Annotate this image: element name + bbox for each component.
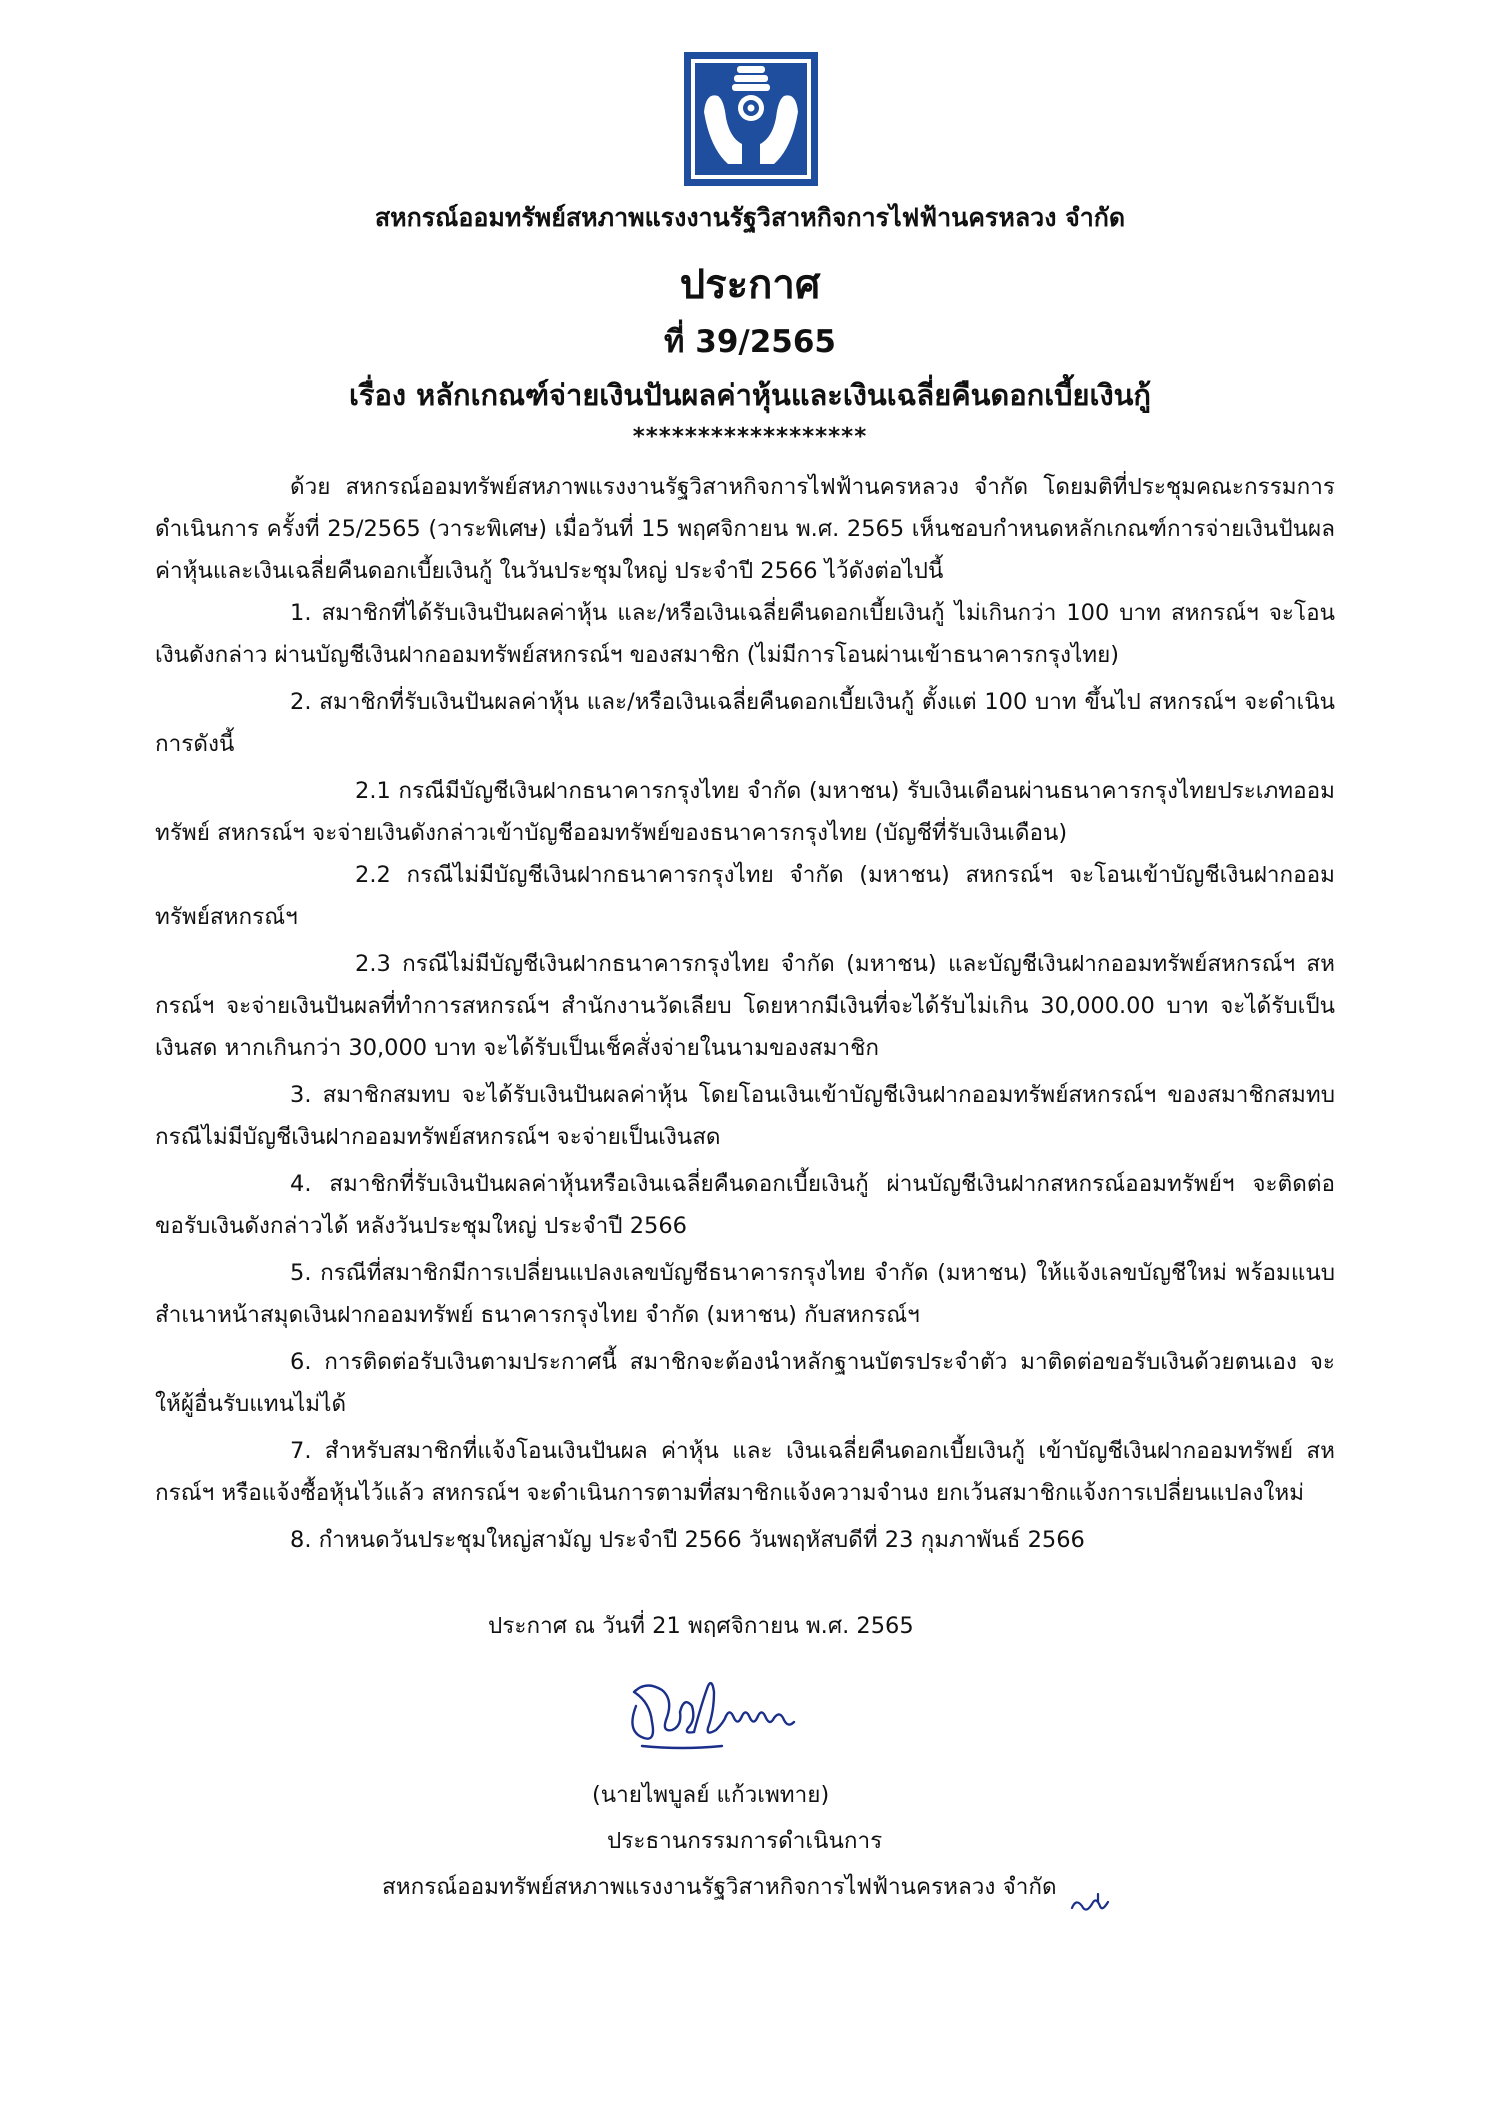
item-2-2: 2.2 กรณีไม่มีบัญชีเงินฝากธนาคารกรุงไทย จำกัด (มหาชน) สหกรณ์ฯ จะโอนเข้าบัญชีเงินฝากออมทรัพย์สหกรณ์ฯ [155,862,1335,930]
item-2: 2. สมาชิกที่รับเงินปันผลค่าหุ้น และ/หรือเงินเฉลี่ยคืนดอกเบี้ยเงินกู้ ตั้งแต่ 100 บาท ขึ้นไป สหกรณ์ฯ จะดำเนินการดังนี้ [155,689,1335,757]
item-5: 5. กรณีที่สมาชิกมีการเปลี่ยนแปลงเลขบัญชีธนาคารกรุงไทย จำกัด (มหาชน) ให้แจ้งเลขบัญชีใหม่ พร้อมแนบสำเนาหน้าสมุดเงินฝากออมทรัพย์ ธนาคารกรุงไทย จำกัด (มหาชน) กับสหกรณ์ฯ [155,1260,1335,1328]
item-3: 3. สมาชิกสมทบ จะได้รับเงินปันผลค่าหุ้น โดยโอนเงินเข้าบัญชีเงินฝากออมทรัพย์สหกรณ์ฯ ของสมาชิกสมทบ กรณีไม่มีบัญชีเงินฝากออมทรัพย์สหกรณ์ฯ จะจ่ายเป็นเงินสด [155,1082,1335,1150]
signer-name: (นายไพบูลย์ แก้วเพทาย) [592,1782,830,1808]
item-4: 4. สมาชิกที่รับเงินปันผลค่าหุ้นหรือเงินเฉลี่ยคืนดอกเบี้ยเงินกู้ ผ่านบัญชีเงินฝากสหกรณ์ออมทรัพย์ฯ จะติดต่อขอรับเงินดังกล่าวได้ หลังวันประชุมใหญ่ ประจำปี 2566 [155,1171,1335,1239]
announcement-body [155,466,1335,1561]
item-6: 6. การติดต่อรับเงินตามประกาศนี้ สมาชิกจะต้องนำหลักฐานบัตรประจำตัว มาติดต่อขอรับเงินด้วยตนเอง จะให้ผู้อื่นรับแทนไม่ได้ [155,1349,1335,1417]
announcement-date: ประกาศ ณ วันที่ 21 พฤศจิกายน พ.ศ. 2565 [488,1613,914,1639]
signer-organization: สหกรณ์ออมทรัพย์สหภาพแรงงานรัฐวิสาหกิจการไฟฟ้านครหลวง จำกัด [382,1874,1057,1900]
item-2-3: 2.3 กรณีไม่มีบัญชีเงินฝากธนาคารกรุงไทย จำกัด (มหาชน) และบัญชีเงินฝากออมทรัพย์สหกรณ์ฯ สหกรณ์ฯ จะจ่ายเงินปันผลที่ทำการสหกรณ์ฯ สำนักงานวัดเลียบ โดยหากมีเงินที่จะได้รับไม่เกิน 30,000.00 บาท จะได้รับเป็นเงินสด หากเกินกว่า 30,000 บาท จะได้รับเป็นเช็คสั่งจ่ายในนามของสมาชิก [155,951,1335,1061]
organization-title: สหกรณ์ออมทรัพย์สหภาพแรงงานรัฐวิสาหกิจการไฟฟ้านครหลวง จำกัด [374,203,1126,232]
cooperative-logo-icon [684,52,818,186]
document-subject: เรื่อง หลักเกณฑ์จ่ายเงินปันผลค่าหุ้นและเงินเฉลี่ยคืนดอกเบี้ยเงินกู้ [348,378,1151,412]
item-7: 7. สำหรับสมาชิกที่แจ้งโอนเงินปันผล ค่าหุ้น และ เงินเฉลี่ยคืนดอกเบี้ยเงินกู้ เข้าบัญชีเงินฝากออมทรัพย์ สหกรณ์ฯ หรือแจ้งซื้อหุ้นไว้แล้ว สหกรณ์ฯ จะดำเนินการตามที่สมาชิกแจ้งความจำนง ยกเว้นสมาชิกแจ้งการเปลี่ยนแปลงใหม่ [155,1438,1335,1506]
intro-paragraph: ด้วย สหกรณ์ออมทรัพย์สหภาพแรงงานรัฐวิสาหกิจการไฟฟ้านครหลวง จำกัด โดยมติที่ประชุมคณะกรรมการดำเนินการ ครั้งที่ 25/2565 (วาระพิเศษ) เมื่อวันที่ 15 พฤศจิกายน พ.ศ. 2565 เห็นชอบกำหนดหลักเกณฑ์การจ่ายเงินปันผลค่าหุ้นและเงินเฉลี่ยคืนดอกเบี้ยเงินกู้ ในวันประชุมใหญ่ ประจำปี 2566 ไว้ดังต่อไปนี้ [155,474,1335,584]
signer-position: ประธานกรรมการดำเนินการ [607,1828,883,1854]
item-8: 8. กำหนดวันประชุมใหญ่สามัญ ประจำปี 2566 วันพฤหัสบดีที่ 23 กุมภาพันธ์ 2566 [290,1527,1085,1553]
handwritten-signature [622,1672,798,1754]
document-type-heading: ประกาศ [679,262,821,308]
handwritten-initials [1068,1888,1112,1918]
item-2-1: 2.1 กรณีมีบัญชีเงินฝากธนาคารกรุงไทย จำกัด (มหาชน) รับเงินเดือนผ่านธนาคารกรุงไทยประเภทออมทรัพย์ สหกรณ์ฯ จะจ่ายเงินดังกล่าวเข้าบัญชีออมทรัพย์ของธนาคารกรุงไทย (บัญชีที่รับเงินเดือน) [155,778,1335,846]
item-1: 1. สมาชิกที่ได้รับเงินปันผลค่าหุ้น และ/หรือเงินเฉลี่ยคืนดอกเบี้ยเงินกู้ ไม่เกินกว่า 100 บาท สหกรณ์ฯ จะโอนเงินดังกล่าว ผ่านบัญชีเงินฝากออมทรัพย์สหกรณ์ฯ ของสมาชิก (ไม่มีการโอนผ่านเข้าธนาคารกรุงไทย) [155,600,1335,668]
separator-line: ****************** [632,424,868,450]
document-number: ที่ 39/2565 [664,324,836,360]
